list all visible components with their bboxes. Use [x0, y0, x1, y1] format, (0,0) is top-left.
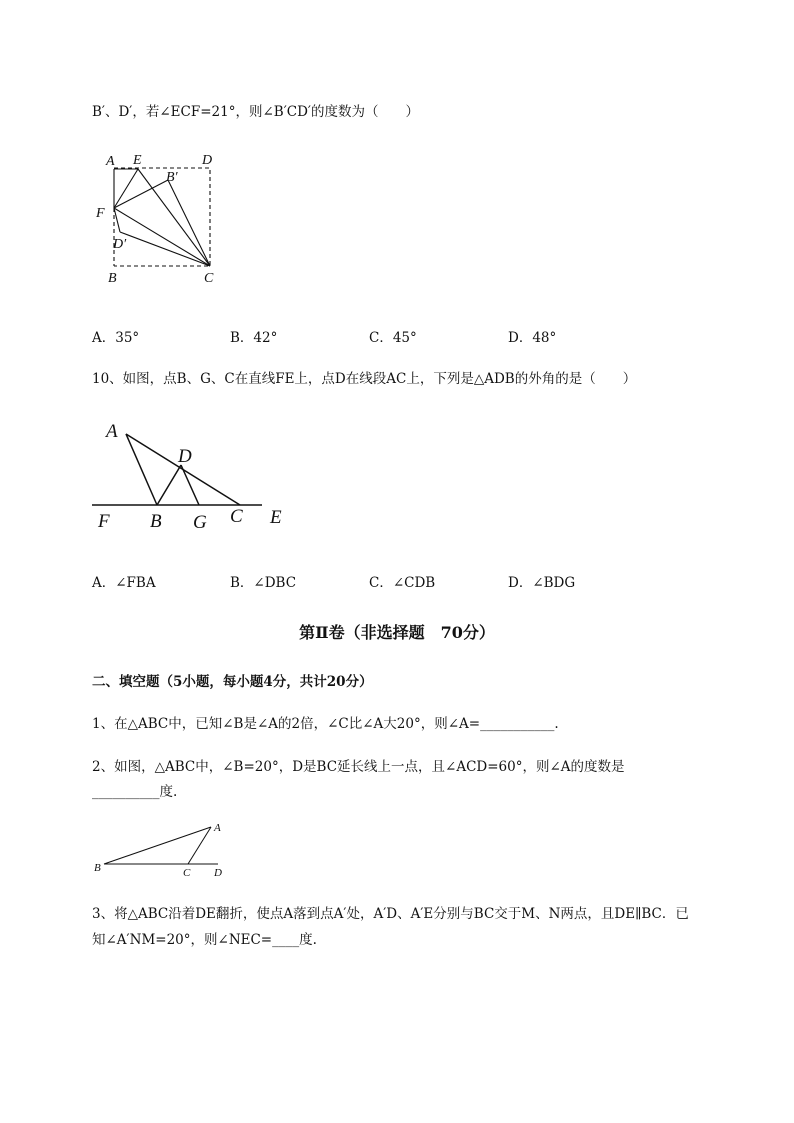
q9-edge-DprimeC — [120, 232, 210, 266]
q10-segment-BD — [157, 465, 181, 505]
q10-label-G: G — [193, 512, 207, 533]
q10-segment-AB — [126, 434, 157, 505]
q10-question-text: 10、如图，点B、G、C在直线FE上，点D在线段AC上，下列是△ADB的外角的是（ ） — [92, 371, 637, 387]
fill2-segment-AC — [188, 827, 211, 864]
fill2-label-C: C — [183, 867, 191, 878]
q9-option-b[interactable]: B．42° — [230, 330, 278, 346]
q9-label-B: B — [108, 271, 117, 286]
q10-label-E: E — [270, 507, 282, 528]
fill2-label-D: D — [214, 867, 222, 878]
q9-question-text: B′、D′，若∠ECF=21°，则∠B′CD′的度数为（ ） — [92, 104, 419, 120]
q9-label-F: F — [96, 206, 105, 221]
q10-label-A: A — [106, 421, 118, 442]
q9-label-Bprime: B′ — [166, 170, 178, 185]
fill2-question-text-line2: __________度. — [92, 784, 178, 800]
fill1-question-text: 1、在△ABC中，已知∠B是∠A的2倍，∠C比∠A大20°，则∠A=___________. — [92, 716, 559, 732]
fill2-figure — [90, 818, 240, 878]
q9-label-A: A — [106, 154, 115, 169]
q10-option-d[interactable]: D．∠BDG — [508, 575, 576, 591]
fill3-question-text-line1: 3、将△ABC沿着DE翻折，使点A落到点A′处，A′D、A′E分别与BC交于M、N两点，且DE∥BC．已 — [92, 906, 689, 922]
q9-figure — [88, 150, 248, 290]
q9-option-d[interactable]: D．48° — [508, 330, 557, 346]
fill2-label-A: A — [214, 822, 221, 834]
q10-label-C: C — [230, 506, 243, 527]
q10-figure — [88, 415, 298, 535]
fill2-segment-BA — [104, 827, 211, 864]
q10-option-b[interactable]: B．∠DBC — [230, 575, 297, 591]
fill2-question-text-line1: 2、如图，△ABC中，∠B=20°，D是BC延长线上一点，且∠ACD=60°，则∠A的度数是 — [92, 759, 625, 775]
q9-option-c[interactable]: C．45° — [369, 330, 417, 346]
q10-option-a[interactable]: A．∠FBA — [92, 575, 156, 591]
q9-label-C: C — [204, 271, 214, 286]
section2-heading: 二、填空题（5小题，每小题4分，共计20分） — [92, 674, 373, 690]
fill3-question-text-line2: 知∠A′NM=20°，则∠NEC=____度. — [92, 932, 317, 948]
section2-title: 第Ⅱ卷（非选择题 70分） — [299, 623, 495, 642]
q9-option-a[interactable]: A．35° — [92, 330, 140, 346]
q10-label-D: D — [178, 446, 192, 467]
q9-label-D: D — [202, 153, 213, 168]
q9-label-Dprime: D′ — [113, 237, 127, 252]
q10-option-c[interactable]: C．∠CDB — [369, 575, 436, 591]
q9-label-E: E — [133, 153, 142, 168]
q10-label-B: B — [150, 511, 162, 532]
q10-label-F: F — [98, 511, 110, 532]
fill2-label-B: B — [94, 862, 101, 874]
q10-segment-DG — [181, 465, 199, 505]
